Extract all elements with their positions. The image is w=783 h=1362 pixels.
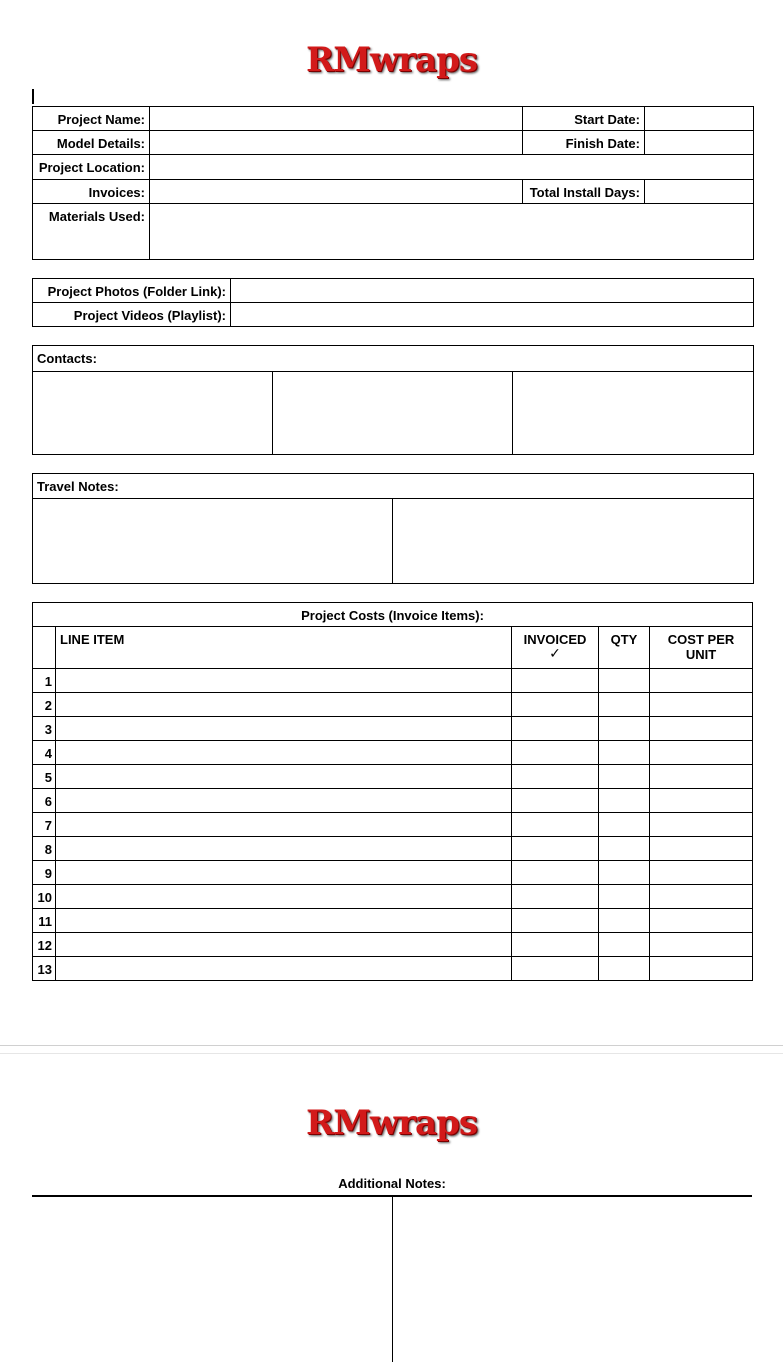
page-break-shadow xyxy=(0,1053,783,1054)
start-date-field[interactable] xyxy=(645,107,754,131)
qty-cell[interactable] xyxy=(599,741,650,765)
line-item-cell[interactable] xyxy=(56,765,512,789)
materials-used-field[interactable] xyxy=(150,204,754,260)
contact-field-3[interactable] xyxy=(513,372,754,455)
invoiced-cell[interactable] xyxy=(512,717,599,741)
contact-field-2[interactable] xyxy=(273,372,513,455)
invoiced-cell[interactable] xyxy=(512,813,599,837)
cost-row xyxy=(33,957,753,981)
line-item-header: LINE ITEM xyxy=(56,627,512,669)
cost-row xyxy=(33,933,753,957)
cost-row-number: 10 xyxy=(33,885,56,909)
cost-per-unit-cell[interactable] xyxy=(650,741,753,765)
cost-row xyxy=(33,717,753,741)
checkmark-icon: ✓ xyxy=(549,646,561,662)
materials-used-label: Materials Used: xyxy=(33,204,150,260)
cost-row-number: 7 xyxy=(33,813,56,837)
line-item-cell[interactable] xyxy=(56,933,512,957)
cost-per-unit-cell[interactable] xyxy=(650,837,753,861)
project-details-table xyxy=(32,106,754,260)
cost-row xyxy=(33,861,753,885)
line-item-cell[interactable] xyxy=(56,909,512,933)
invoiced-cell[interactable] xyxy=(512,909,599,933)
invoiced-cell[interactable] xyxy=(512,669,599,693)
row-number-header xyxy=(33,627,56,669)
cost-row-number: 6 xyxy=(33,789,56,813)
company-logo: RMwraps xyxy=(305,40,478,80)
project-costs-title: Project Costs (Invoice Items): xyxy=(33,603,753,627)
travel-notes-table xyxy=(32,473,754,584)
project-location-field[interactable] xyxy=(150,155,754,180)
cost-row-number: 9 xyxy=(33,861,56,885)
cost-row xyxy=(33,813,753,837)
qty-cell[interactable] xyxy=(599,717,650,741)
qty-cell[interactable] xyxy=(599,837,650,861)
qty-cell[interactable] xyxy=(599,909,650,933)
line-item-cell[interactable] xyxy=(56,885,512,909)
line-item-cell[interactable] xyxy=(56,837,512,861)
qty-cell[interactable] xyxy=(599,861,650,885)
project-photos-label: Project Photos (Folder Link): xyxy=(33,279,231,303)
cost-per-unit-cell[interactable] xyxy=(650,693,753,717)
project-videos-field[interactable] xyxy=(231,303,754,327)
line-item-cell[interactable] xyxy=(56,693,512,717)
cost-per-unit-cell[interactable] xyxy=(650,717,753,741)
invoiced-cell[interactable] xyxy=(512,741,599,765)
cost-per-unit-cell[interactable] xyxy=(650,861,753,885)
cost-row xyxy=(33,885,753,909)
qty-cell[interactable] xyxy=(599,789,650,813)
cost-row-number: 13 xyxy=(33,957,56,981)
invoices-label: Invoices: xyxy=(33,180,150,204)
cost-per-unit-cell[interactable] xyxy=(650,909,753,933)
media-links-table xyxy=(32,278,754,327)
cost-row xyxy=(33,693,753,717)
model-details-field[interactable] xyxy=(150,131,523,155)
page-break xyxy=(0,1045,783,1046)
project-photos-field[interactable] xyxy=(231,279,754,303)
cost-row-number: 8 xyxy=(33,837,56,861)
contact-field-1[interactable] xyxy=(33,372,273,455)
additional-notes-label: Additional Notes: xyxy=(338,1176,446,1191)
line-item-cell[interactable] xyxy=(56,861,512,885)
start-date-label: Start Date: xyxy=(523,107,645,131)
finish-date-label: Finish Date: xyxy=(523,131,645,155)
line-item-cell[interactable] xyxy=(56,669,512,693)
project-costs-table xyxy=(32,602,753,981)
cost-row-number: 5 xyxy=(33,765,56,789)
travel-notes-field-1[interactable] xyxy=(33,499,393,584)
additional-notes-field-2[interactable] xyxy=(394,1198,752,1362)
project-videos-label: Project Videos (Playlist): xyxy=(33,303,231,327)
line-item-cell[interactable] xyxy=(56,741,512,765)
cost-row-number: 2 xyxy=(33,693,56,717)
invoiced-cell[interactable] xyxy=(512,861,599,885)
total-install-days-field[interactable] xyxy=(645,180,754,204)
line-item-cell[interactable] xyxy=(56,789,512,813)
qty-cell[interactable] xyxy=(599,813,650,837)
cost-row xyxy=(33,669,753,693)
text-cursor xyxy=(32,89,34,104)
additional-notes-field-1[interactable] xyxy=(32,1198,391,1362)
total-install-days-label: Total Install Days: xyxy=(523,180,645,204)
invoiced-cell[interactable] xyxy=(512,789,599,813)
cost-row xyxy=(33,789,753,813)
cost-row xyxy=(33,765,753,789)
invoiced-cell[interactable] xyxy=(512,933,599,957)
cost-per-unit-header: COST PER UNIT xyxy=(650,627,753,669)
invoiced-header xyxy=(512,627,599,669)
project-name-field[interactable] xyxy=(150,107,523,131)
cost-row xyxy=(33,741,753,765)
cost-row xyxy=(33,909,753,933)
cost-row-number: 11 xyxy=(33,909,56,933)
invoiced-cell[interactable] xyxy=(512,885,599,909)
invoiced-cell[interactable] xyxy=(512,693,599,717)
additional-notes-divider xyxy=(392,1197,393,1362)
cost-row-number: 1 xyxy=(33,669,56,693)
qty-header: QTY xyxy=(599,627,650,669)
qty-cell[interactable] xyxy=(599,957,650,981)
line-item-cell[interactable] xyxy=(56,813,512,837)
project-name-label: Project Name: xyxy=(33,107,150,131)
cost-per-unit-cell[interactable] xyxy=(650,765,753,789)
invoices-field[interactable] xyxy=(150,180,523,204)
project-location-label: Project Location: xyxy=(33,155,150,180)
cost-per-unit-cell[interactable] xyxy=(650,813,753,837)
qty-cell[interactable] xyxy=(599,885,650,909)
qty-cell[interactable] xyxy=(599,933,650,957)
qty-cell[interactable] xyxy=(599,693,650,717)
line-item-cell[interactable] xyxy=(56,957,512,981)
invoiced-cell[interactable] xyxy=(512,957,599,981)
cost-per-unit-cell[interactable] xyxy=(650,957,753,981)
invoiced-cell[interactable] xyxy=(512,837,599,861)
company-logo-page-2: RMwraps xyxy=(305,1103,478,1143)
finish-date-field[interactable] xyxy=(645,131,754,155)
qty-cell[interactable] xyxy=(599,765,650,789)
qty-cell[interactable] xyxy=(599,669,650,693)
invoiced-cell[interactable] xyxy=(512,765,599,789)
line-item-cell[interactable] xyxy=(56,717,512,741)
travel-notes-field-2[interactable] xyxy=(393,499,754,584)
invoiced-header-label: INVOICED xyxy=(523,632,587,647)
cost-per-unit-cell[interactable] xyxy=(650,885,753,909)
cost-row-number: 12 xyxy=(33,933,56,957)
cost-row-number: 4 xyxy=(33,741,56,765)
travel-notes-label: Travel Notes: xyxy=(33,474,754,499)
cost-row-number: 3 xyxy=(33,717,56,741)
contacts-table xyxy=(32,345,754,455)
cost-rows xyxy=(33,669,753,981)
cost-per-unit-cell[interactable] xyxy=(650,669,753,693)
contacts-label: Contacts: xyxy=(33,346,754,372)
cost-per-unit-cell[interactable] xyxy=(650,933,753,957)
cost-row xyxy=(33,837,753,861)
model-details-label: Model Details: xyxy=(33,131,150,155)
cost-per-unit-cell[interactable] xyxy=(650,789,753,813)
